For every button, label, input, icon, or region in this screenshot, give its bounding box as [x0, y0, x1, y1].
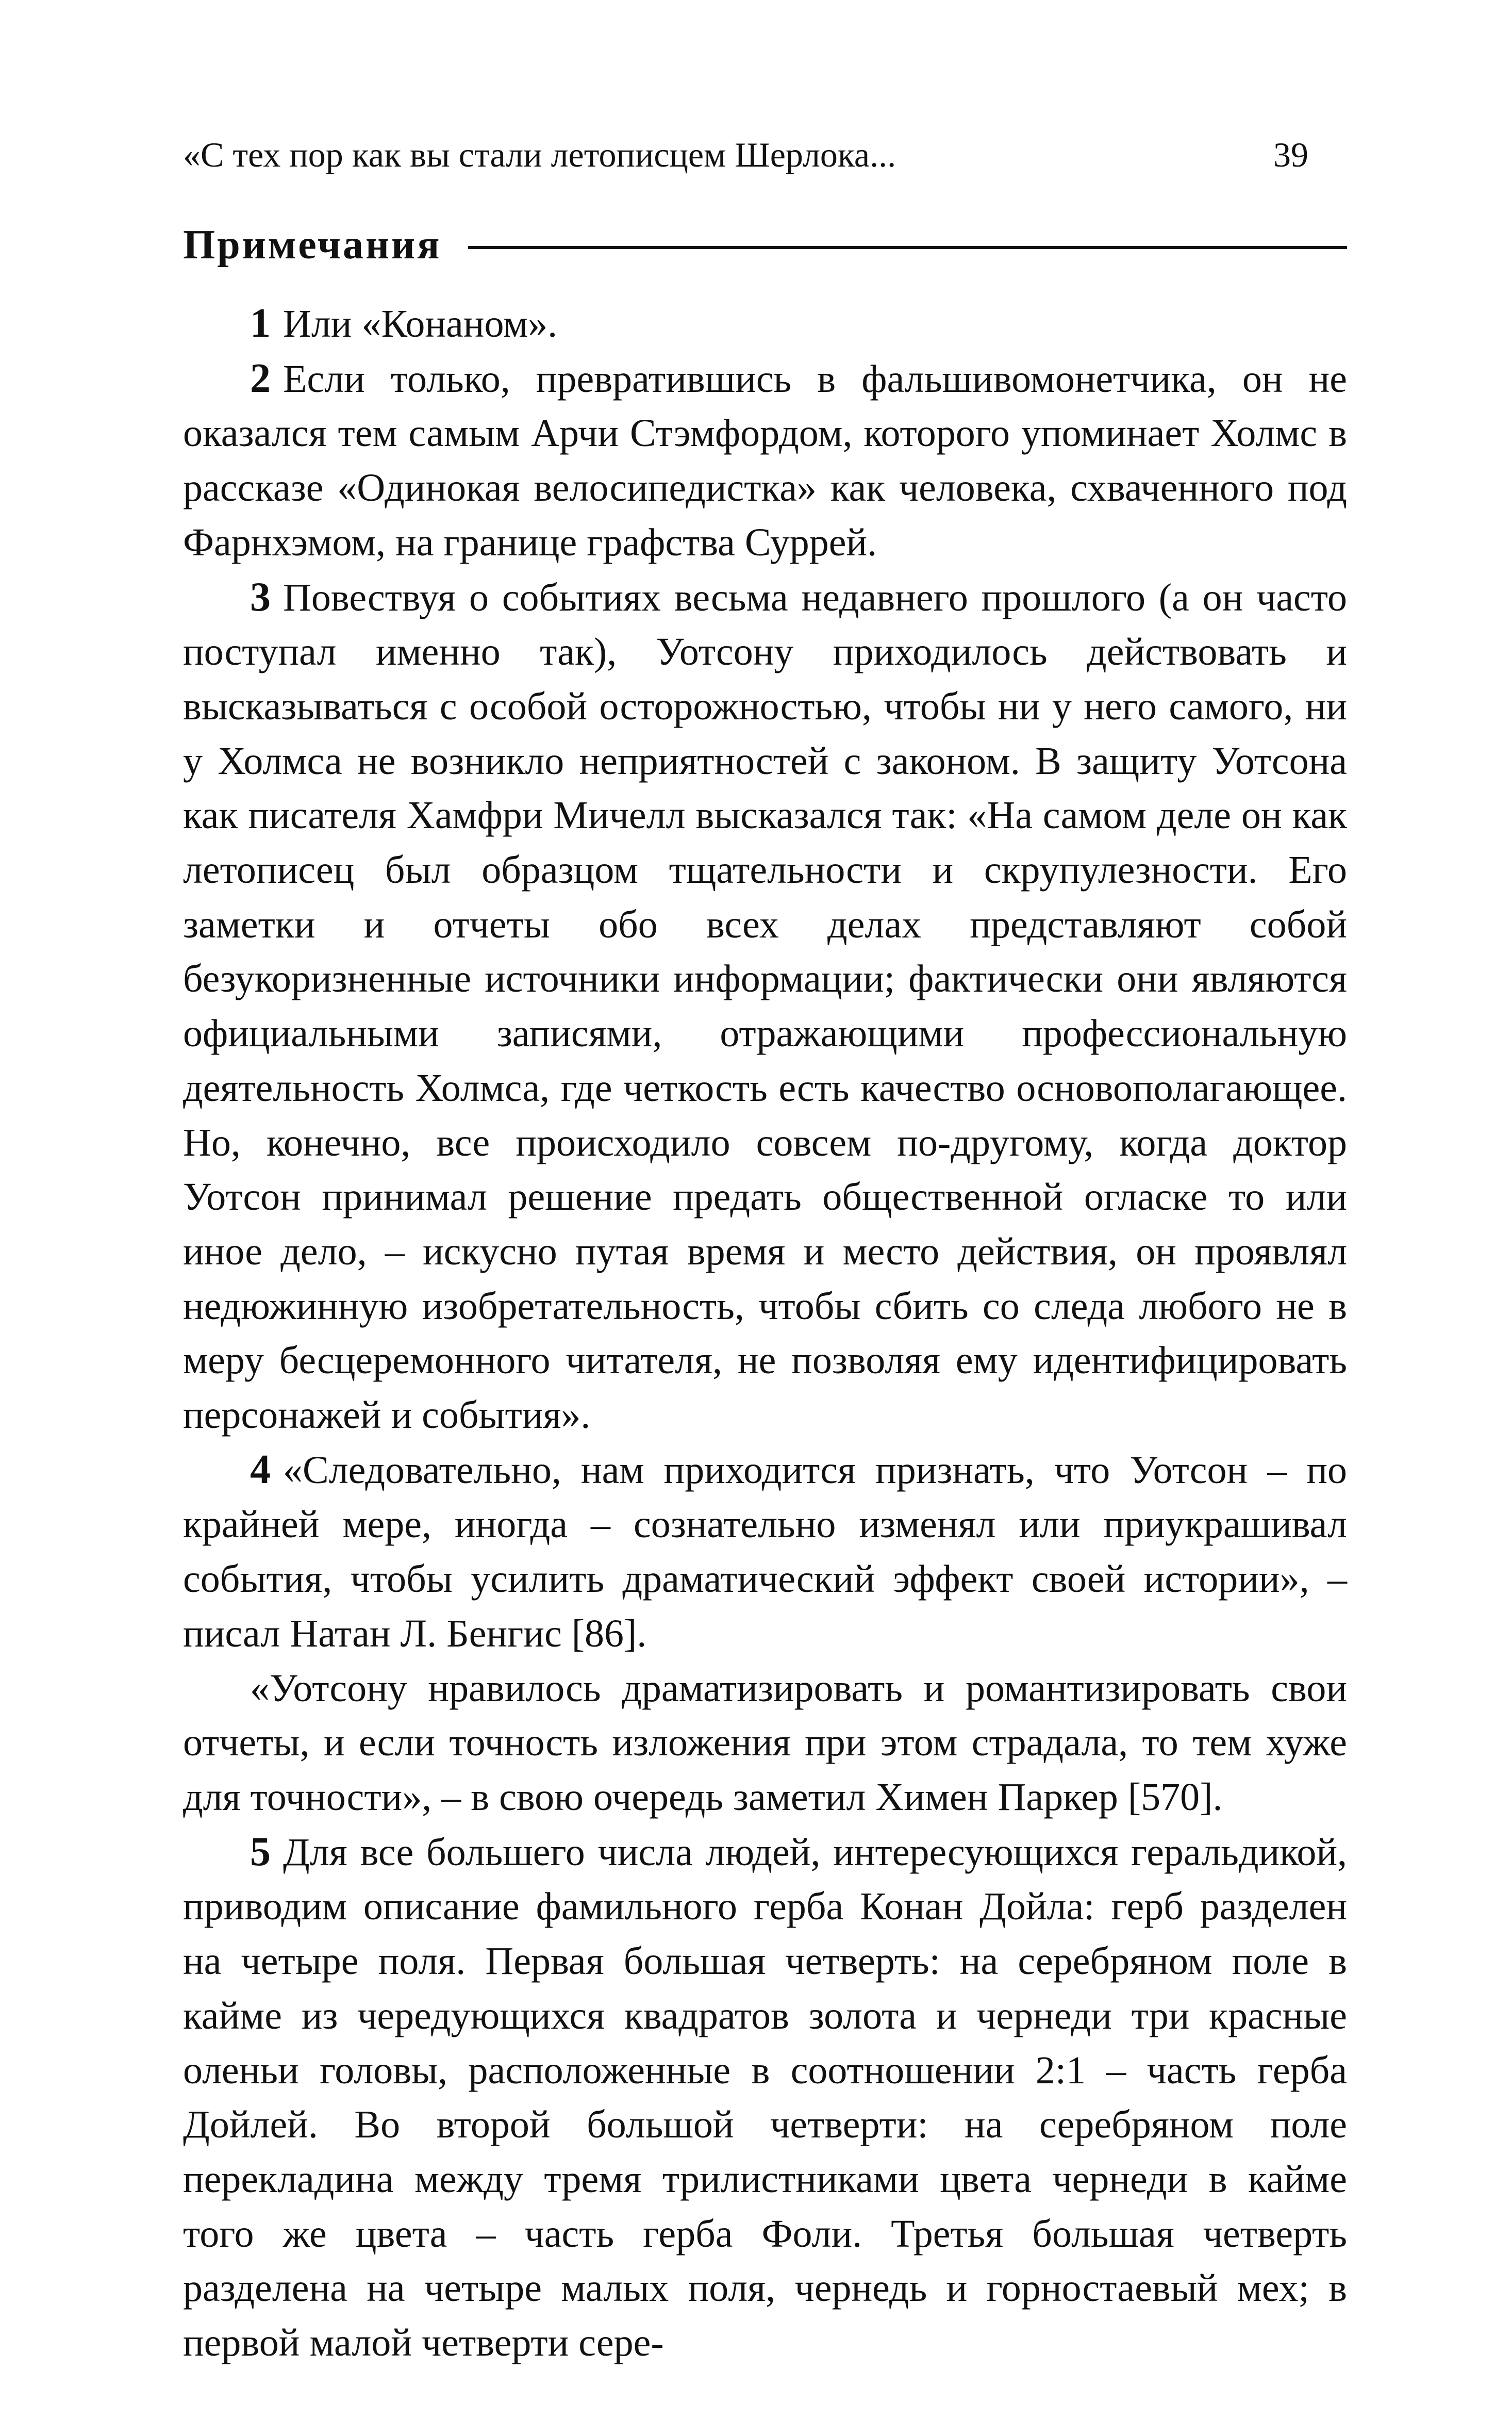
running-title: «С тех пор как вы стали летописцем Шерлока... — [183, 135, 896, 174]
note-text: Если только, превратившись в фальшивомонетчика, он не оказался тем самым Арчи Стэмфордом, которого упоминает Холмс в рассказе «Одинокая велосипедистка» как человека, схваченного под Фарнхэмом, на границе графства Суррей. — [183, 357, 1347, 564]
note-number: 3 — [250, 574, 271, 620]
note-number: 2 — [250, 355, 271, 401]
note-text: «Уотсону нравилось драматизировать и романтизировать свои отчеты, и если точность изложения при этом страдала, то тем хуже для точности», – в свою очередь заметил Химен Паркер [570]. — [183, 1666, 1347, 1819]
note-4 — [183, 1443, 1347, 1661]
note-4-continued — [183, 1661, 1347, 1825]
page-number: 39 — [1273, 135, 1308, 174]
note-text: Повествуя о событиях весьма недавнего прошлого (а он часто поступал именно так), Уотсону приходилось действовать и высказываться с особой осторожностью, чтобы ни у него самого, ни у Холмса не возникло неприятностей с законом. В защиту Уотсона как писателя Хамфри Мичелл высказался так: «На самом деле он как летописец был образцом тщательности и скрупулезности. Его заметки и отчеты обо всех делах представляют собой безукоризненные источники информации; фактически они являются официальными записями, отражающими профессиональную деятельность Холмса, где четкость есть качество основополагающее. Но, конечно, все происходило совсем по-другому, когда доктор Уотсон принимал решение предать общественной огласке то или иное дело, – искусно путая время и место действия, он проявлял недюжинную изобретательность, чтобы сбить со следа любого не в меру бесцеремонного читателя, не позволяя ему идентифицировать персонажей и события». — [183, 575, 1347, 1437]
note-text: Или «Конаном». — [283, 302, 558, 345]
running-header — [183, 129, 1329, 180]
note-number: 5 — [250, 1829, 271, 1874]
note-text: Для все большего числа людей, интересующихся геральдикой, приводим описание фамильного герба Конан Дойла: герб разделен на четыре поля. Первая большая четверть: на серебряном поле в кайме из чередующихся квадратов золота и чернеди три красные оленьи головы, расположенные в соотношении 2:1 – часть герба Дойлей. Во второй большой четверти: на серебряном поле перекладина между тремя трилистниками цвета чернеди в кайме того же цвета – часть герба Фоли. Третья большая четверть разделена на четыре малых поля, чернедь и горностаевый мех; в первой малой четверти сере- — [183, 1830, 1347, 2365]
heading-rule — [468, 246, 1347, 249]
note-1 — [183, 297, 1347, 352]
notes-list — [183, 297, 1347, 2371]
note-number: 4 — [250, 1446, 271, 1492]
note-number: 1 — [250, 301, 271, 346]
note-text: «Следовательно, нам приходится признать, что Уотсон – по крайней мере, иногда – сознательно изменял или приукрашивал события, чтобы усилить драматический эффект своей истории», – писал Натан Л. Бенгис [86]. — [183, 1448, 1347, 1655]
section-title: Примечания — [183, 222, 442, 268]
section-heading — [183, 217, 1347, 273]
note-2 — [183, 352, 1347, 570]
note-5 — [183, 1825, 1347, 2371]
note-3 — [183, 570, 1347, 1443]
